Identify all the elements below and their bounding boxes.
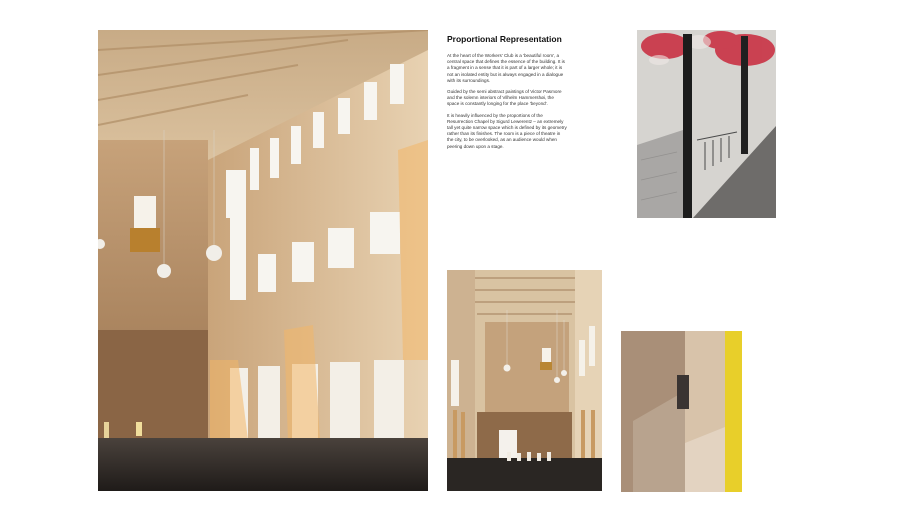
description-text-block	[447, 34, 567, 155]
pastel-drawing-bottom	[621, 331, 742, 492]
section-title: Proportional Representation	[447, 34, 562, 44]
paragraph-2: Guided by the semi abstract paintings of Victor Pasmore and the solemn interiors of Vilhelm Hammershøi, the space is constantly longing for the place 'beyond'.	[447, 89, 562, 107]
model-photo-main	[98, 30, 428, 491]
paragraph-3: It is heavily influenced by the proportions of the Resurrection Chapel by Sigurd Lewerentz – an extremely tall yet quite narrow space which is defined by its geometry rather than its finishes. The room is a piece of theatre in the city, to be overlooked, as an audience would when peering down upon a stage.	[447, 112, 567, 149]
model-photo-small	[447, 270, 602, 491]
pastel-drawing-top	[637, 30, 776, 218]
paragraph-1: At the heart of the Workers' Club is a 'beautiful room', a central space that defines the essence of the building. It is a fragment in a sense that it is part of a larger whole; it is not an isolated entity but is always engaged in a dialogue with its surroundings.	[447, 53, 565, 83]
